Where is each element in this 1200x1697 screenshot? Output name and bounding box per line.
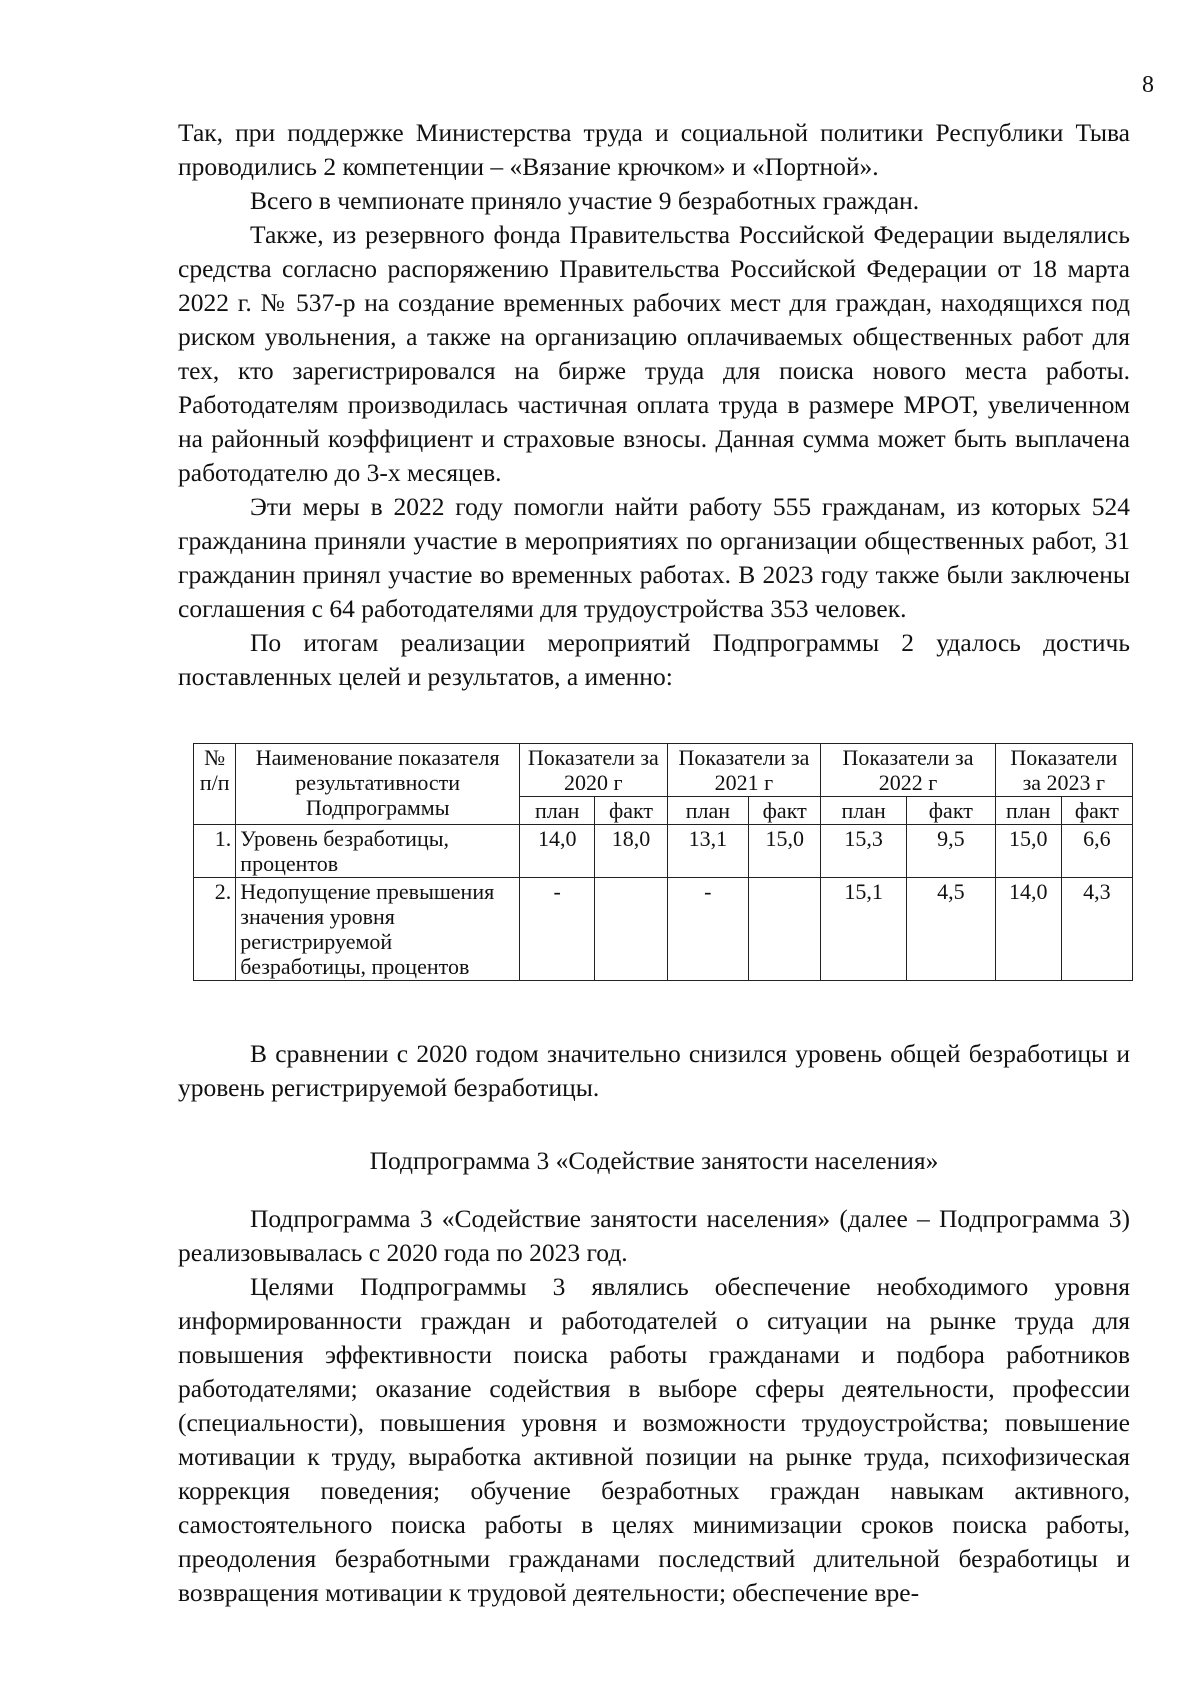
value-cell: 14,0 xyxy=(520,825,595,878)
table-header-row xyxy=(194,744,1133,797)
value-cell: 15,3 xyxy=(821,825,907,878)
header-fact: факт xyxy=(1061,797,1132,825)
value-cell: 6,6 xyxy=(1061,825,1132,878)
value-cell: 18,0 xyxy=(595,825,667,878)
paragraph: Так, при поддержке Министерства труда и социальной политики Республики Тыва проводились 2 компетенции – «Вязание крючком» и «Портной». xyxy=(178,118,1130,181)
indicator-name: Уровень безработицы, процентов xyxy=(236,825,520,878)
header-plan: план xyxy=(520,797,595,825)
header-fact: факт xyxy=(749,797,821,825)
row-number: 2. xyxy=(194,878,236,981)
header-fact: факт xyxy=(595,797,667,825)
header-year-2021: Показатели за 2021 г xyxy=(667,744,821,797)
value-cell: 13,1 xyxy=(667,825,749,878)
value-cell xyxy=(595,878,667,981)
paragraph: Всего в чемпионате приняло участие 9 безработных граждан. xyxy=(250,186,920,215)
intro-text xyxy=(178,116,1130,694)
paragraph: В сравнении с 2020 годом значительно снизился уровень общей безработицы и уровень регистрируемой безработицы. xyxy=(178,1039,1130,1102)
value-cell: 15,1 xyxy=(821,878,907,981)
paragraph: Подпрограмма 3 «Содействие занятости населения» (далее – Подпрограмма 3) реализовывалась с 2020 года по 2023 год. xyxy=(178,1204,1130,1267)
value-cell xyxy=(749,878,821,981)
results-table xyxy=(193,743,1133,981)
paragraph: По итогам реализации мероприятий Подпрограммы 2 удалось достичь поставленных целей и результатов, а именно: xyxy=(178,628,1130,691)
table-row xyxy=(194,825,1133,878)
section-heading: Подпрограмма 3 «Содействие занятости населения» xyxy=(369,1146,939,1175)
value-cell: 14,0 xyxy=(995,878,1061,981)
header-plan: план xyxy=(821,797,907,825)
value-cell: 9,5 xyxy=(906,825,995,878)
paragraph: Эти меры в 2022 году помогли найти работу 555 гражданам, из которых 524 гражданина приняли участие в мероприятиях по организации общественных работ, 31 гражданин принял участие во временных работах. В 2023 году также были заключены соглашения с 64 работодателями для трудоустройства 353 человек. xyxy=(178,492,1130,623)
table-row xyxy=(194,878,1133,981)
value-cell: - xyxy=(520,878,595,981)
header-year-2020: Показатели за 2020 г xyxy=(520,744,668,797)
value-cell: 15,0 xyxy=(749,825,821,878)
row-number: 1. xyxy=(194,825,236,878)
value-cell: 4,3 xyxy=(1061,878,1132,981)
header-year-2023: Показатели за 2023 г xyxy=(995,744,1132,797)
header-number: № п/п xyxy=(194,744,236,825)
value-cell: 4,5 xyxy=(906,878,995,981)
paragraph: Целями Подпрограммы 3 являлись обеспечение необходимого уровня информированности граждан и работодателей о ситуации на рынке труда для повышения эффективности поиска работы гражданами и подбора работников работодателями; оказание содействия в выборе сферы деятельности, профессии (специальности), повышения уровня и возможности трудоустройства; повышение мотивации к труду, выработка активной позиции на рынке труда, психофизическая коррекция поведения; обучение безработных граждан навыкам активного, самостоятельного поиска работы в целях минимизации сроков поиска работы, преодоления безработными гражданами последствий длительной безработицы и возвращения мотивации к трудовой деятельности; обеспечение вре- xyxy=(178,1272,1130,1607)
value-cell: - xyxy=(667,878,749,981)
header-plan: план xyxy=(995,797,1061,825)
value-cell: 15,0 xyxy=(995,825,1061,878)
header-indicator-name: Наименование показателя результативности Подпрограммы xyxy=(236,744,520,825)
header-plan: план xyxy=(667,797,749,825)
header-fact: факт xyxy=(906,797,995,825)
indicator-name: Недопущение превышения значения уровня регистрируемой безработицы, процентов xyxy=(236,878,520,981)
comparison-text xyxy=(178,1037,1130,1105)
header-year-2022: Показатели за 2022 г xyxy=(821,744,995,797)
subprogram-text xyxy=(178,1202,1130,1610)
paragraph: Также, из резервного фонда Правительства Российской Федерации выделялись средства согласно распоряжению Правительства Российской Федерации от 18 марта 2022 г. № 537-р на создание временных рабочих мест для граждан, находящихся под риском увольнения, а также на организацию оплачиваемых общественных работ для тех, кто зарегистрировался на бирже труда для поиска нового места работы. Работодателям производилась частичная оплата труда в размере МРОТ, увеличенном на районный коэффициент и страховые взносы. Данная сумма может быть выплачена работодателю до 3-х месяцев. xyxy=(178,220,1130,487)
page-number: 8 xyxy=(1142,72,1154,98)
